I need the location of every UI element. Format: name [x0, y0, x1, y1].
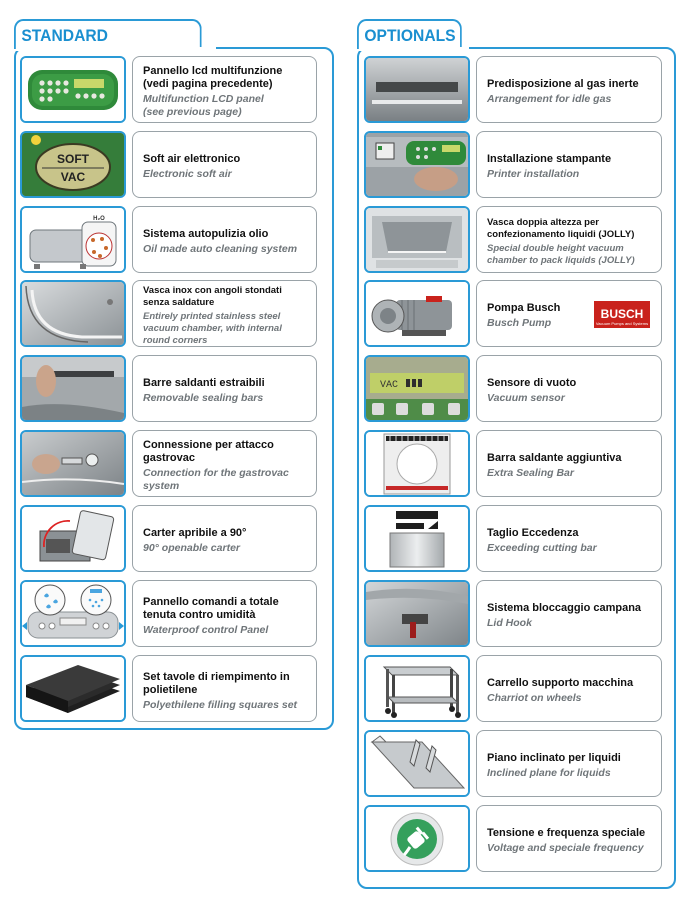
waterproof-icon: [20, 580, 126, 647]
feature-card: [476, 730, 662, 797]
feature-card: [476, 206, 662, 273]
vacuum-display-text: VAC: [380, 380, 399, 391]
feature-name-en: Inclined plane for liquids: [487, 767, 611, 779]
optional-row-printer: [364, 131, 664, 198]
feature-name-en: Electronic soft air: [143, 168, 232, 180]
cutting-bar-icon: [364, 505, 470, 572]
feature-row-sealing-bars: [20, 355, 320, 422]
busch-logo-subtext: Vacuum Pumps and Systems: [595, 321, 649, 326]
feature-card: [476, 805, 662, 872]
optional-row-power: [364, 805, 664, 872]
optional-row-vacuum-sensor: [364, 355, 664, 422]
feature-row-waterproof: [20, 580, 320, 647]
steel-chamber-icon: [20, 280, 126, 347]
feature-name-it: Sensore di vuoto: [487, 377, 577, 389]
feature-name-it: Carter apribile a 90°: [143, 527, 247, 539]
feature-name-en: Voltage and speciale frequency: [487, 842, 644, 854]
feature-name-en: Entirely printed stainless steel vacuum chamber, with internal round corners: [143, 311, 282, 346]
optional-row-lid-hook: [364, 580, 664, 647]
feature-card: [132, 655, 317, 722]
lcd-panel-icon: [20, 56, 126, 123]
busch-pump-icon: [364, 280, 470, 347]
tab-joint: [359, 47, 469, 51]
feature-name-en: Oil made auto cleaning system: [143, 243, 298, 255]
feature-row-gastrovac: [20, 430, 320, 497]
feature-name-it: Pompa Busch: [487, 302, 561, 314]
feature-card: [132, 56, 317, 123]
feature-name-en: Exceeding cutting bar: [487, 542, 597, 554]
feature-card: [476, 56, 662, 123]
busch-logo: [594, 301, 650, 328]
soft-label: SOFT: [57, 152, 89, 166]
filling-squares-icon: [20, 655, 126, 722]
feature-name-en: Printer installation: [487, 168, 580, 180]
gastrovac-icon: [20, 430, 126, 497]
feature-row-soft-air: [20, 131, 320, 198]
optionals-title: OPTIONALS: [357, 19, 462, 49]
feature-name-en: Special double height vacuum chamber to pack liquids (JOLLY): [487, 243, 635, 266]
lid-hook-icon: [364, 580, 470, 647]
soft-vac-icon: [20, 131, 126, 198]
trolley-icon: [364, 655, 470, 722]
feature-row-oil: [20, 206, 320, 273]
feature-name-it: Soft air elettronico: [143, 153, 241, 165]
optional-row-inclined-plane: [364, 730, 664, 797]
feature-card: [132, 430, 317, 497]
feature-name-en: Arrangement for idle gas: [487, 93, 612, 105]
feature-card: [132, 206, 317, 273]
feature-card: [476, 280, 662, 347]
feature-card: [132, 505, 317, 572]
feature-name-it: Set tavole di riempimento in polietilene: [143, 670, 290, 696]
feature-name-it: Pannello comandi a totale tenuta contro umidità: [143, 595, 279, 621]
feature-card: [476, 655, 662, 722]
h2o-label: H₂O: [93, 216, 105, 222]
feature-name-it: Piano inclinato per liquidi: [487, 752, 621, 764]
extra-bar-icon: [364, 430, 470, 497]
carter-icon: [20, 505, 126, 572]
feature-name-en: Multifunction LCD panel (see previous page): [143, 93, 264, 118]
sealing-bars-icon: [20, 355, 126, 422]
feature-row-carter: [20, 505, 320, 572]
feature-card: [132, 131, 317, 198]
feature-name-it: Predisposizione al gas inerte: [487, 78, 639, 90]
feature-card: [132, 580, 317, 647]
feature-name-en: Waterproof control Panel: [143, 623, 269, 636]
feature-name-it: Barra saldante aggiuntiva: [487, 452, 622, 464]
feature-row-filling-squares: [20, 655, 320, 722]
standard-functions-title: STANDARD: [14, 19, 202, 49]
feature-name-en: Extra Sealing Bar: [487, 467, 574, 479]
feature-card: [132, 280, 317, 347]
power-plug-icon: [364, 805, 470, 872]
feature-name-it: Sistema autopulizia olio: [143, 228, 269, 240]
optional-row-double-chamber: [364, 206, 664, 273]
printer-icon: [364, 131, 470, 198]
feature-name-en: Connection for the gastrovac system: [143, 467, 289, 492]
feature-name-en: Vacuum sensor: [487, 392, 565, 404]
inert-gas-icon: [364, 56, 470, 123]
optional-row-cutting-bar: [364, 505, 664, 572]
feature-name-it: Vasca inox con angoli stondati senza saldature: [143, 285, 282, 308]
feature-name-it: Barre saldanti estraibili: [143, 377, 265, 389]
tab-joint: [16, 47, 216, 51]
feature-name-it: Pannello lcd multifunzione (vedi pagina precedente): [143, 65, 283, 90]
feature-name-it: Vasca doppia altezza per confezionamento liquidi (JOLLY): [487, 217, 635, 240]
feature-card: [476, 580, 662, 647]
double-chamber-icon: [364, 206, 470, 273]
vac-label: VAC: [60, 170, 86, 184]
oil-cleaning-icon: [20, 206, 126, 273]
busch-logo-text: BUSCH: [600, 307, 644, 321]
feature-row-lcd: [20, 56, 320, 123]
feature-name-en: Polyethilene filling squares set: [143, 698, 298, 711]
feature-name-en: Removable sealing bars: [143, 392, 264, 404]
feature-name-it: Installazione stampante: [487, 153, 612, 165]
feature-card: [476, 505, 662, 572]
optional-row-extra-bar: [364, 430, 664, 497]
feature-name-it: Sistema bloccaggio campana: [487, 602, 642, 614]
feature-card: [132, 355, 317, 422]
feature-name-it: Connessione per attacco gastrovac: [143, 439, 274, 464]
feature-name-en: Charriot on wheels: [487, 692, 582, 704]
optional-row-trolley: [364, 655, 664, 722]
feature-name-it: Taglio Eccedenza: [487, 527, 579, 539]
feature-name-it: Tensione e frequenza speciale: [487, 827, 646, 839]
feature-card: [476, 355, 662, 422]
optional-row-inert-gas: [364, 56, 664, 123]
feature-row-chamber: [20, 280, 320, 347]
feature-card: [476, 430, 662, 497]
feature-name-en: Busch Pump: [487, 317, 552, 329]
optional-row-busch-pump: [364, 280, 664, 347]
feature-name-it: Carrello supporto macchina: [487, 677, 634, 689]
vacuum-sensor-icon: [364, 355, 470, 422]
feature-name-en: Lid Hook: [487, 617, 532, 629]
feature-card: [476, 131, 662, 198]
feature-name-en: 90° openable carter: [143, 542, 240, 554]
inclined-plane-icon: [364, 730, 470, 797]
